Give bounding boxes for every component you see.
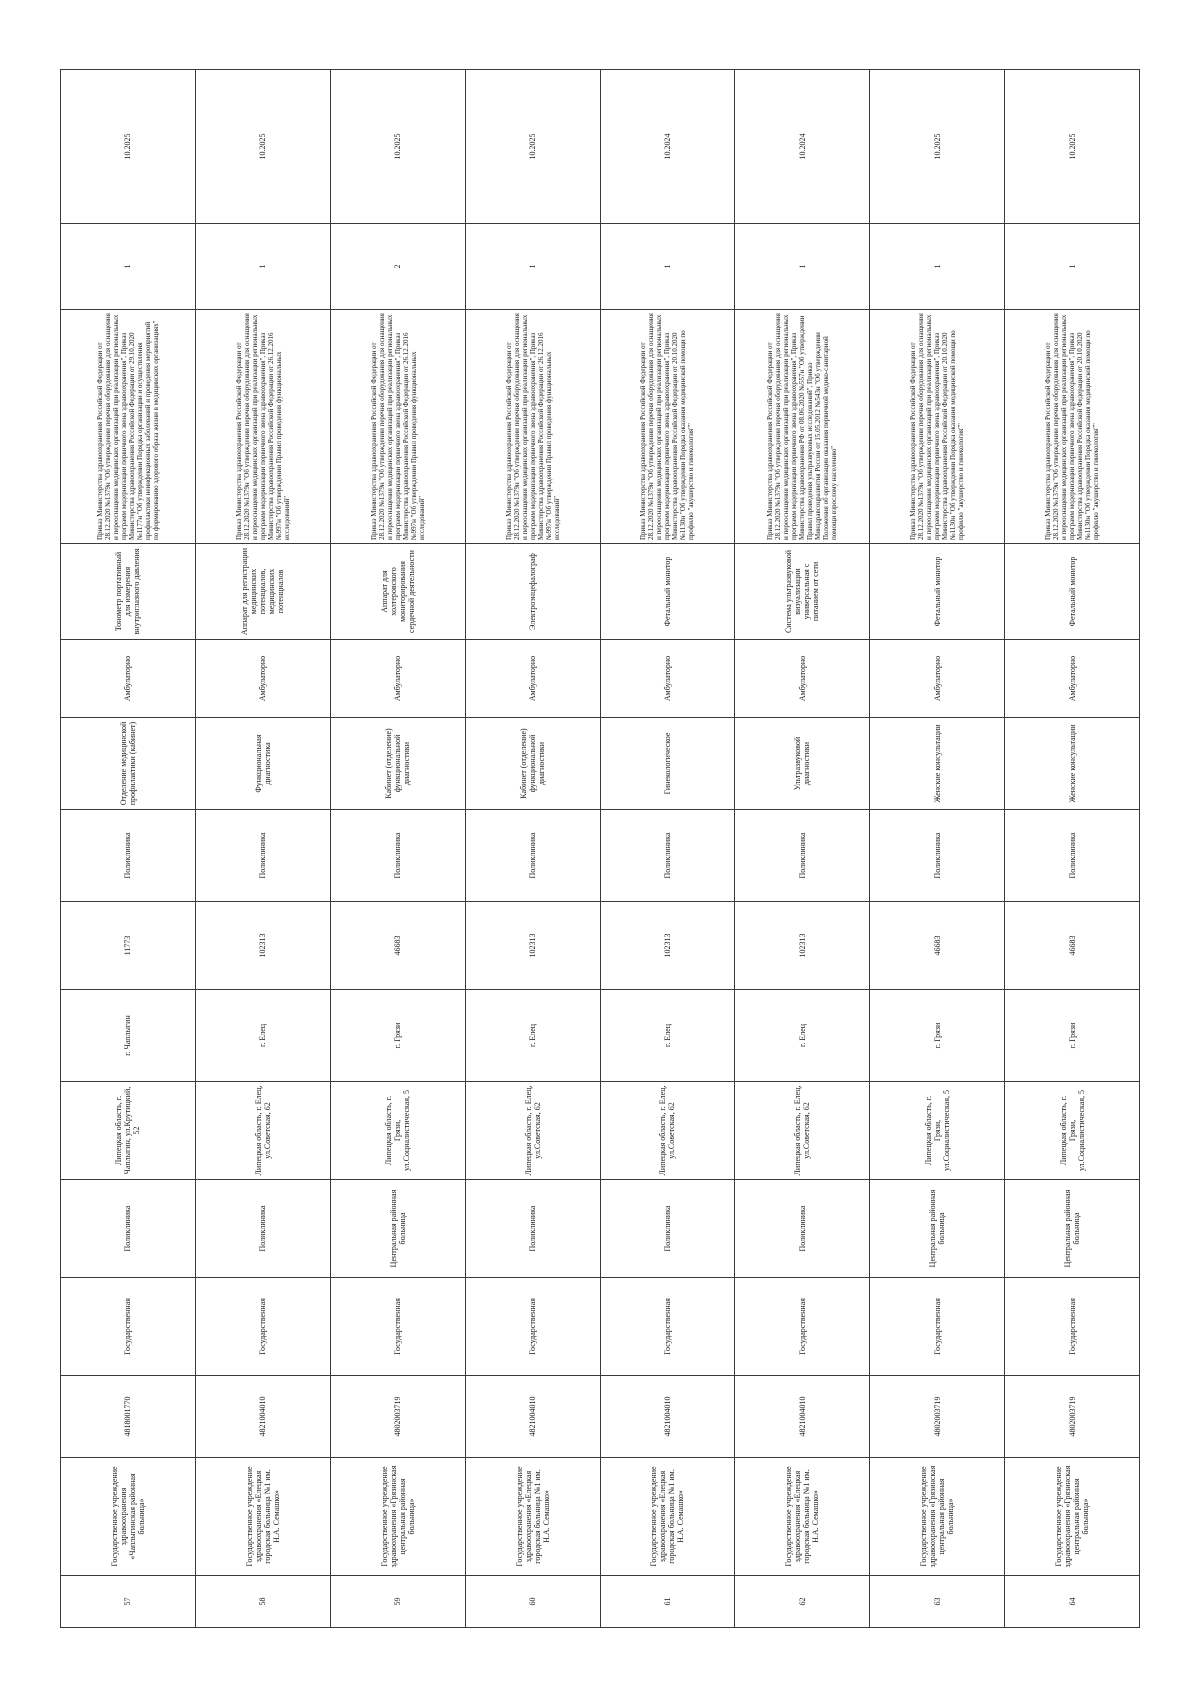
- row-number-cell: 57: [61, 1576, 196, 1628]
- equipment-cell: Фетальный монитор: [870, 544, 1005, 640]
- unit-cell: Поликлиника: [870, 810, 1005, 902]
- department-cell: Кабинет (отделение) функциональной диагностики: [465, 718, 600, 810]
- care-mode-cell: Амбулаторно: [195, 640, 330, 718]
- address-cell: Липецкая область, г. Грязи, ул.Социалистическая, 5: [1005, 1082, 1140, 1180]
- code-cell: 11773: [61, 902, 196, 990]
- equipment-cell: Аппарат для регистрации медицинских потенциалов, медицинских потенциалов: [195, 544, 330, 640]
- facility-type-cell: Поликлиника: [600, 1180, 735, 1278]
- legal-basis-cell: Приказ Министерства здравоохранения Российской Федерации от 28.12.2020 №1379н "Об утверждении перечня оборудования для оснащения и переоснащения медицинских организаций при реализации региональных программ модернизации первичного звена здравоохранения", Приказ Министерства здравоохранения Российской Федерации от 20.10.2020 №1130н "Об утверждении Порядка оказания медицинской помощи по профилю "акушерство и гинекология"": [870, 310, 1005, 544]
- facility-type-cell: Поликлиника: [195, 1180, 330, 1278]
- unit-cell: Поликлиника: [1005, 810, 1140, 902]
- department-cell: Функциональная диагностика: [195, 718, 330, 810]
- facility-type-cell: Центральная районная больница: [870, 1180, 1005, 1278]
- quantity-cell: 2: [330, 224, 465, 310]
- quantity-cell: 1: [870, 224, 1005, 310]
- facility-type-cell: Центральная районная больница: [330, 1180, 465, 1278]
- code-cell: 102313: [195, 902, 330, 990]
- ownership-cell: Государственная: [1005, 1278, 1140, 1376]
- unit-cell: Поликлиника: [465, 810, 600, 902]
- ownership-cell: Государственная: [195, 1278, 330, 1376]
- date-cell: 10.2025: [330, 70, 465, 224]
- ownership-cell: Государственная: [61, 1278, 196, 1376]
- code-cell: 102313: [735, 902, 870, 990]
- code-cell: 102313: [465, 902, 600, 990]
- organization-cell: Государственное учреждение здравоохранения «Елецкая городская больница №1 им. Н.А. Семашко»: [195, 1458, 330, 1576]
- equipment-cell: Фетальный монитор: [600, 544, 735, 640]
- legal-basis-cell: Приказ Министерства здравоохранения Российской Федерации от 28.12.2020 №1379н "Об утверждении перечня оборудования для оснащения и переоснащения медицинских организаций при реализации региональных программ модернизации первичного звена здравоохранения", Приказ Министерства здравоохранения РФ от 08.06.2020 №557н "Об утверждении Правил проведения ультразвуковых исследований", Приказ Минздравсоцразвития России от 15.05.2012 №543н "Об утверждении Положения об организации оказания первичной медико-санитарной помощи взрослому населению": [735, 310, 870, 544]
- date-cell: 10.2025: [465, 70, 600, 224]
- equipment-cell: Система ультразвуковой визуализации универсальная с питанием от сети: [735, 544, 870, 640]
- unit-cell: Поликлиника: [195, 810, 330, 902]
- row-number-cell: 59: [330, 1576, 465, 1628]
- ownership-cell: Государственная: [735, 1278, 870, 1376]
- city-cell: г. Чаплыгин: [61, 990, 196, 1082]
- city-cell: г. Елец: [465, 990, 600, 1082]
- table-row: [735, 70, 870, 1628]
- unit-cell: Поликлиника: [735, 810, 870, 902]
- row-number-cell: 64: [1005, 1576, 1140, 1628]
- legal-basis-cell: Приказ Министерства здравоохранения Российской Федерации от 28.12.2020 №1379н "Об утверждении перечня оборудования для оснащения и переоснащения медицинских организаций при реализации региональных программ модернизации первичного звена здравоохранения", Приказ Министерства здравоохранения Российской Федерации от 26.12.2016 №997н "Об утверждении Правил проведения функциональных исследований": [465, 310, 600, 544]
- organization-cell: Государственное учреждение здравоохранения «Елецкая городская больница №1 им. Н.А. Семашко»: [735, 1458, 870, 1576]
- department-cell: Гинекологическое: [600, 718, 735, 810]
- city-cell: г. Грязи: [870, 990, 1005, 1082]
- organization-cell: Государственное учреждение здравоохранения «Чаплыгинская районная больница»: [61, 1458, 196, 1576]
- unit-cell: Поликлиника: [61, 810, 196, 902]
- legal-basis-cell: Приказ Министерства здравоохранения Российской Федерации от 28.12.2020 №1379н "Об утверждении перечня оборудования для оснащения и переоснащения медицинских организаций при реализации региональных программ модернизации первичного звена здравоохранения", Приказ Министерства здравоохранения Российской Федерации от 29.10.2020 №1177н "Об утверждении Порядка организации и осуществления профилактики неинфекционных заболеваний и проведения мероприятий по формированию здорового образа жизни в медицинских организациях": [61, 310, 196, 544]
- organization-cell: Государственное учреждение здравоохранения «Грязинская центральная районная больница»: [870, 1458, 1005, 1576]
- care-mode-cell: Амбулаторно: [465, 640, 600, 718]
- code-cell: 46683: [330, 902, 465, 990]
- city-cell: г. Елец: [600, 990, 735, 1082]
- inn-cell: 4821004010: [195, 1376, 330, 1458]
- care-mode-cell: Амбулаторно: [61, 640, 196, 718]
- table-body: [61, 70, 1140, 1628]
- city-cell: г. Грязи: [330, 990, 465, 1082]
- address-cell: Липецкая область, г. Елец, ул.Советская, 62: [465, 1082, 600, 1180]
- ownership-cell: Государственная: [330, 1278, 465, 1376]
- table-row: [465, 70, 600, 1628]
- code-cell: 46683: [1005, 902, 1140, 990]
- legal-basis-cell: Приказ Министерства здравоохранения Российской Федерации от 28.12.2020 №1379н "Об утверждении перечня оборудования для оснащения и переоснащения медицинских организаций при реализации региональных программ модернизации первичного звена здравоохранения", Приказ Министерства здравоохранения Российской Федерации от 26.12.2016 №997н "Об утверждении Правил проведения функциональных исследований": [330, 310, 465, 544]
- ownership-cell: Государственная: [870, 1278, 1005, 1376]
- unit-cell: Поликлиника: [330, 810, 465, 902]
- address-cell: Липецкая область, г. Елец, ул.Советская, 62: [195, 1082, 330, 1180]
- table-row: [330, 70, 465, 1628]
- address-cell: Липецкая область, г. Чаплыгин, ул.Крутицкий, 52: [61, 1082, 196, 1180]
- unit-cell: Поликлиника: [600, 810, 735, 902]
- facility-type-cell: Поликлиника: [735, 1180, 870, 1278]
- organization-cell: Государственное учреждение здравоохранения «Грязинская центральная районная больница»: [1005, 1458, 1140, 1576]
- table-row: [61, 70, 196, 1628]
- inn-cell: 4821004010: [600, 1376, 735, 1458]
- care-mode-cell: Амбулаторно: [1005, 640, 1140, 718]
- date-cell: 10.2025: [1005, 70, 1140, 224]
- inn-cell: 4818001770: [61, 1376, 196, 1458]
- legal-basis-cell: Приказ Министерства здравоохранения Российской Федерации от 28.12.2020 №1379н "Об утверждении перечня оборудования для оснащения и переоснащения медицинских организаций при реализации региональных программ модернизации первичного звена здравоохранения", Приказ Министерства здравоохранения Российской Федерации от 26.12.2016 №997н "Об утверждении Правил проведения функциональных исследований": [195, 310, 330, 544]
- inn-cell: 4802003719: [1005, 1376, 1140, 1458]
- department-cell: Женские консультации: [1005, 718, 1140, 810]
- equipment-cell: Аппарат для холтеровского мониторирования сердечной деятельности: [330, 544, 465, 640]
- quantity-cell: 1: [1005, 224, 1140, 310]
- equipment-cell: Тонометр портативный для измерения внутриглазного давления: [61, 544, 196, 640]
- table-row: [195, 70, 330, 1628]
- inn-cell: 4802003719: [870, 1376, 1005, 1458]
- organization-cell: Государственное учреждение здравоохранения «Елецкая городская больница №1 им. Н.А. Семашко»: [465, 1458, 600, 1576]
- city-cell: г. Елец: [735, 990, 870, 1082]
- code-cell: 46683: [870, 902, 1005, 990]
- ownership-cell: Государственная: [465, 1278, 600, 1376]
- care-mode-cell: Амбулаторно: [330, 640, 465, 718]
- inn-cell: 4821004010: [465, 1376, 600, 1458]
- department-cell: Кабинет (отделение) функциональной диагностики: [330, 718, 465, 810]
- inn-cell: 4821004010: [735, 1376, 870, 1458]
- address-cell: Липецкая область, г. Грязи, ул.Социалистическая, 5: [870, 1082, 1005, 1180]
- date-cell: 10.2025: [195, 70, 330, 224]
- row-number-cell: 63: [870, 1576, 1005, 1628]
- legal-basis-cell: Приказ Министерства здравоохранения Российской Федерации от 28.12.2020 №1379н "Об утверждении перечня оборудования для оснащения и переоснащения медицинских организаций при реализации региональных программ модернизации первичного звена здравоохранения", Приказ Министерства здравоохранения Российской Федерации от 20.10.2020 №1130н "Об утверждении Порядка оказания медицинской помощи по профилю "акушерство и гинекология"": [600, 310, 735, 544]
- table-row: [600, 70, 735, 1628]
- address-cell: Липецкая область, г. Елец, ул.Советская, 62: [600, 1082, 735, 1180]
- code-cell: 102313: [600, 902, 735, 990]
- facility-type-cell: Поликлиника: [61, 1180, 196, 1278]
- care-mode-cell: Амбулаторно: [600, 640, 735, 718]
- row-number-cell: 60: [465, 1576, 600, 1628]
- address-cell: Липецкая область, г. Грязи, ул.Социалистическая, 5: [330, 1082, 465, 1180]
- date-cell: 10.2024: [735, 70, 870, 224]
- quantity-cell: 1: [735, 224, 870, 310]
- quantity-cell: 1: [195, 224, 330, 310]
- city-cell: г. Елец: [195, 990, 330, 1082]
- legal-basis-cell: Приказ Министерства здравоохранения Российской Федерации от 28.12.2020 №1379н "Об утверждении перечня оборудования для оснащения и переоснащения медицинских организаций при реализации региональных программ модернизации первичного звена здравоохранения", Приказ Министерства здравоохранения Российской Федерации от 20.10.2020 №1130н "Об утверждении Порядка оказания медицинской помощи по профилю "акушерство и гинекология"": [1005, 310, 1140, 544]
- department-cell: Отделение медицинской профилактики (кабинет): [61, 718, 196, 810]
- organization-cell: Государственное учреждение здравоохранения «Елецкая городская больница №1 им. Н.А. Семашко»: [600, 1458, 735, 1576]
- facility-type-cell: Центральная районная больница: [1005, 1180, 1140, 1278]
- row-number-cell: 58: [195, 1576, 330, 1628]
- facility-type-cell: Поликлиника: [465, 1180, 600, 1278]
- address-cell: Липецкая область, г. Елец, ул.Советская, 62: [735, 1082, 870, 1180]
- city-cell: г. Грязи: [1005, 990, 1140, 1082]
- row-number-cell: 62: [735, 1576, 870, 1628]
- quantity-cell: 1: [600, 224, 735, 310]
- inn-cell: 4802003719: [330, 1376, 465, 1458]
- equipment-cell: Электроэнцефалограф: [465, 544, 600, 640]
- date-cell: 10.2024: [600, 70, 735, 224]
- care-mode-cell: Амбулаторно: [870, 640, 1005, 718]
- organization-cell: Государственное учреждение здравоохранения «Грязинская центральная районная больница»: [330, 1458, 465, 1576]
- care-mode-cell: Амбулаторно: [735, 640, 870, 718]
- equipment-cell: Фетальный монитор: [1005, 544, 1140, 640]
- department-cell: Женские консультации: [870, 718, 1005, 810]
- equipment-register-table: [60, 69, 1140, 1628]
- table-row: [870, 70, 1005, 1628]
- ownership-cell: Государственная: [600, 1278, 735, 1376]
- quantity-cell: 1: [61, 224, 196, 310]
- department-cell: Ультразвуковой диагностики: [735, 718, 870, 810]
- rotated-table-wrapper: [60, 70, 1140, 1628]
- quantity-cell: 1: [465, 224, 600, 310]
- row-number-cell: 61: [600, 1576, 735, 1628]
- date-cell: 10.2025: [870, 70, 1005, 224]
- date-cell: 10.2025: [61, 70, 196, 224]
- table-row: [1005, 70, 1140, 1628]
